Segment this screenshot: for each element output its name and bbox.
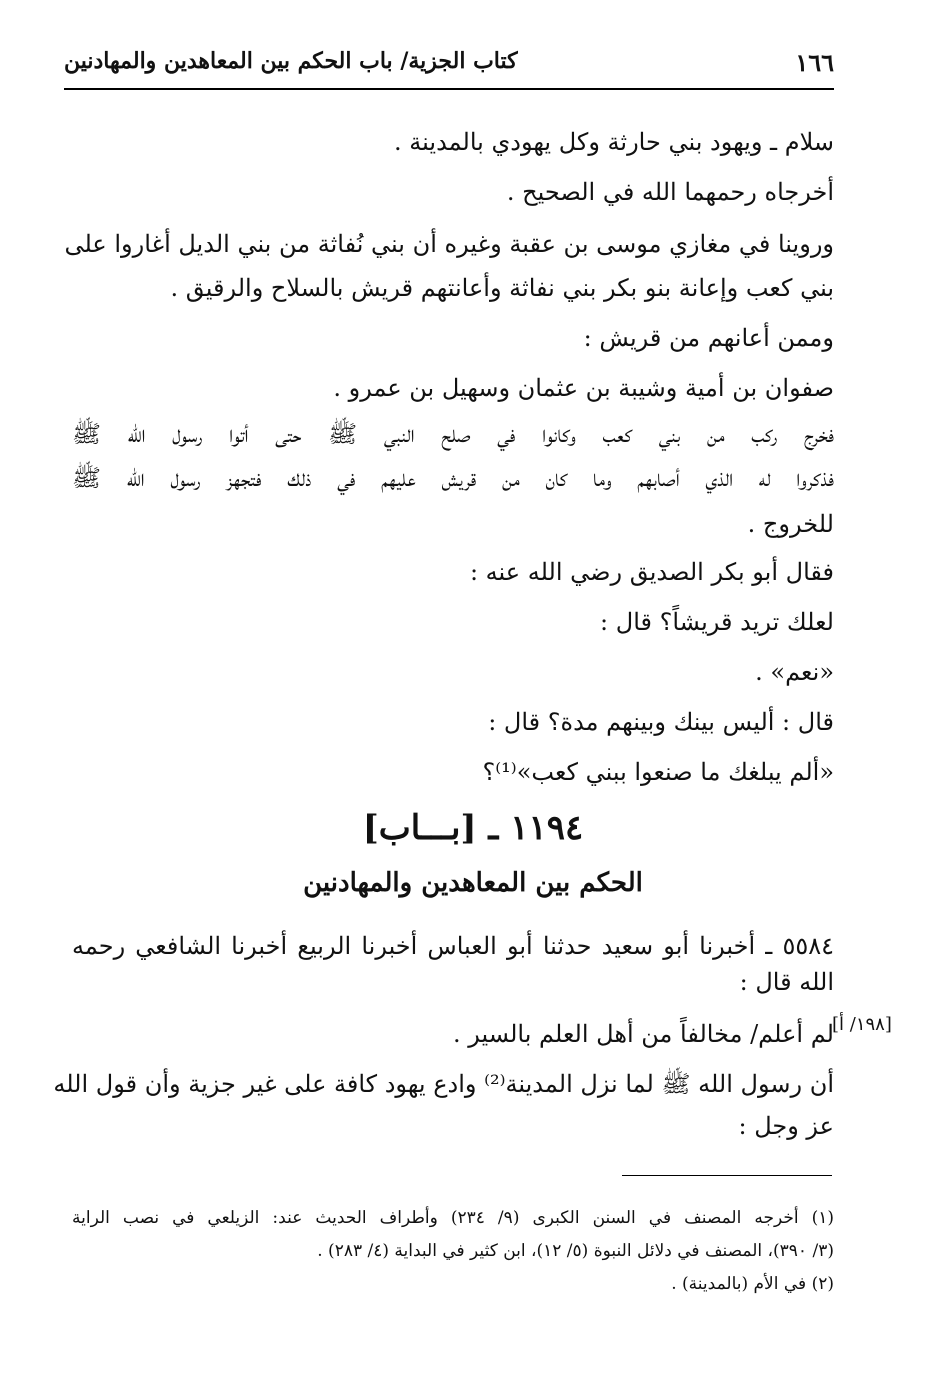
hadith-line: أن رسول الله ﷺ لما نزل المدينة⁽²⁾ وادع يهود كافة على غير جزية وأن قول الله (53, 1070, 834, 1098)
footnote-line: (٢) في الأم (بالمدينة) . (671, 1274, 834, 1294)
footnote-line: (٣/ ٣٩٠)، المصنف في دلائل النبوة (٥/ ١٢)، ابن كثير في البداية (٤/ ٢٨٣) . (317, 1241, 834, 1261)
text-line: وروينا في مغازي موسى بن عقبة وغيره أن بني نُفاثة من بني الديل أغاروا على (64, 230, 834, 258)
footnote-rule (622, 1175, 832, 1176)
text-line: بني كعب وإعانة بنو بكر بني نفاثة وأعانتهم قريش بالسلاح والرقيق . (170, 274, 834, 302)
hadith-line: لم أعلم/ مخالفاً من أهل العلم بالسير . (452, 1020, 834, 1048)
page-number: ١٦٦ (795, 48, 834, 77)
chapter-number: ١١٩٤ ـ [بـــاب] (362, 808, 584, 848)
text-line: «نعم» . (755, 658, 834, 686)
text-line: قال : أليس بينك وبينهم مدة؟ قال : (488, 708, 834, 736)
hadith-line: ٥٥٨٤ ـ أخبرنا أبو سعيد حدثنا أبو العباس أخبرنا الربيع أخبرنا الشافعي رحمه (72, 932, 834, 960)
text-line: وممن أعانهم من قريش : (583, 324, 834, 352)
text-line: أخرجاه رحمهما الله في الصحيح . (506, 178, 834, 206)
main-text (53, 0, 834, 1380)
text-line: فذكروا له الذي أصابهم وما كان من قريش عليهم في ذلك فتجهز رسول الله ﷺ (72, 464, 834, 492)
footnote-line: (١) أخرجه المصنف في السنن الكبرى (٩/ ٢٣٤) وأطراف الحديث عند: الزيلعي في نصب الراية (72, 1208, 835, 1228)
text-line: صفوان بن أمية وشيبة بن عثمان وسهيل بن عمرو . (333, 374, 834, 402)
hadith-line: الله قال : (739, 968, 834, 996)
text-line: لعلك تريد قريشاً؟ قال : (600, 608, 834, 636)
hadith-line: عز وجل : (738, 1112, 834, 1140)
running-title: كتاب الجزية/ باب الحكم بين المعاهدين والمهادنين (64, 48, 518, 74)
text-line: فقال أبو بكر الصديق رضي الله عنه : (469, 558, 834, 586)
text-line: فخرج ركب من بني كعب وكانوا في صلح النبي ﷺ حتى أتوا رسول الله ﷺ (72, 420, 834, 448)
text-line: سلام ـ ويهود بني حارثة وكل يهودي بالمدينة . (394, 128, 834, 156)
manuscript-folio-note: [١٩٨/ أ] (832, 1014, 892, 1035)
text-line: «ألم يبلغك ما صنعوا ببني كعب»⁽¹⁾؟ (482, 758, 834, 786)
chapter-title: الحكم بين المعاهدين والمهادنين (303, 868, 643, 898)
text-line: للخروج . (747, 510, 834, 538)
